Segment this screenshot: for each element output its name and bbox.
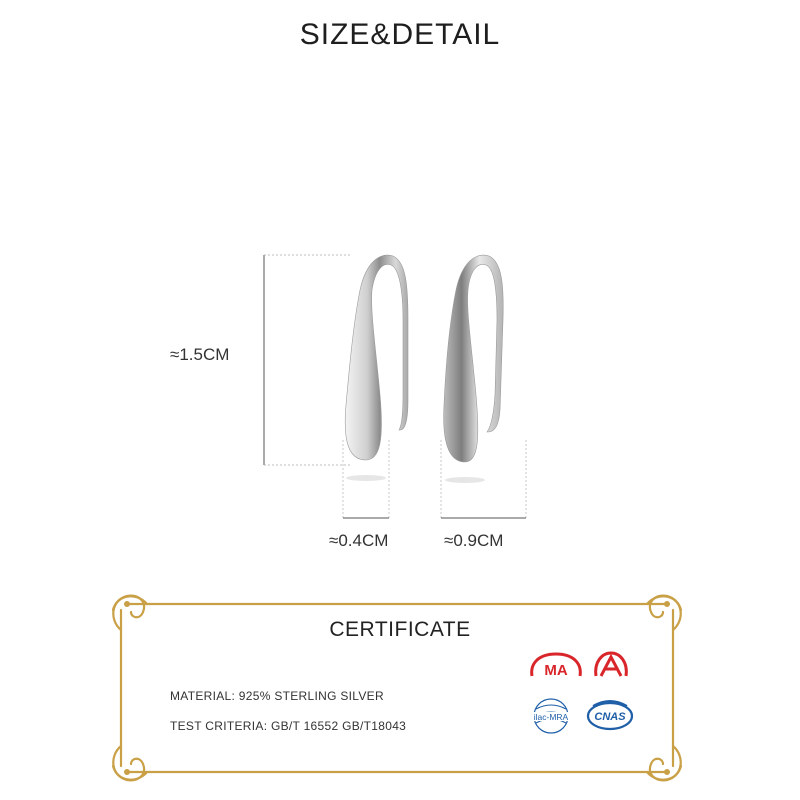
svg-text:ilac-MRA: ilac-MRA — [533, 712, 569, 722]
certificate-material: MATERIAL: 925% STERLING SILVER — [170, 689, 384, 703]
earring-right — [444, 255, 504, 483]
page-title: SIZE&DETAIL — [299, 18, 501, 51]
cal-logo-icon — [592, 650, 630, 680]
certificate-test-criteria: TEST CRITERIA: GB/T 16552 GB/T18043 — [170, 719, 407, 733]
earring-left — [345, 255, 408, 481]
height-label: ≈1.5CM — [170, 345, 230, 364]
cma-logo-icon — [528, 650, 584, 680]
width-small-label: ≈0.4CM — [329, 531, 389, 550]
height-bracket — [264, 255, 350, 465]
svg-text:MA: MA — [544, 662, 568, 679]
svg-text:CNAS: CNAS — [594, 711, 626, 723]
ilac-mra-logo-icon — [527, 696, 575, 742]
cnas-logo-icon — [585, 698, 635, 734]
certificate-title: CERTIFICATE — [329, 618, 471, 641]
width-large-label: ≈0.9CM — [444, 531, 504, 550]
